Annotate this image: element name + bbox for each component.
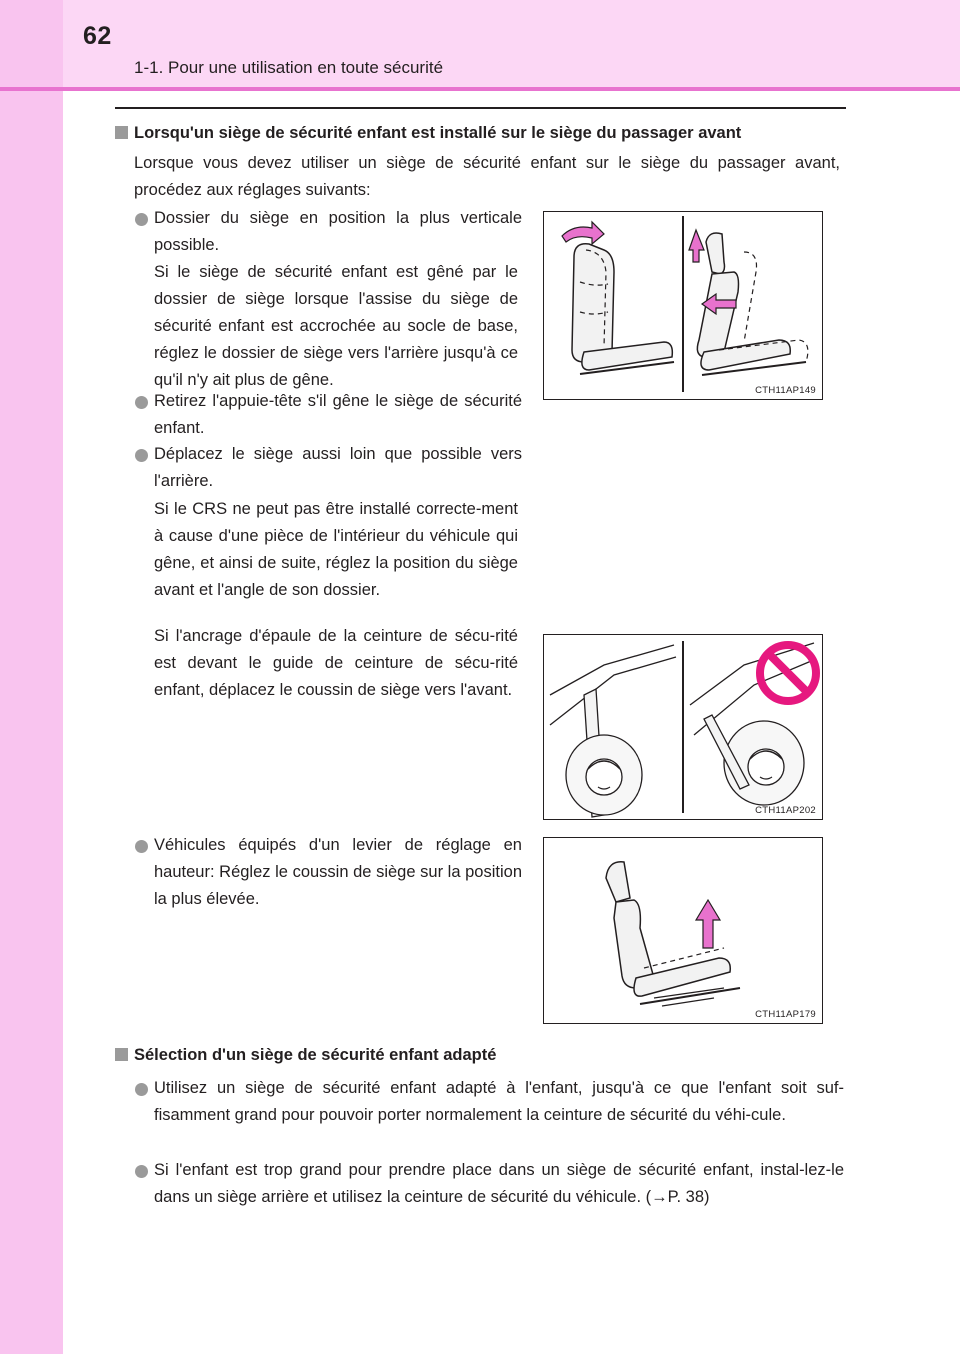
figure-shoulder-anchor	[543, 634, 823, 820]
item3-note2: Si l'ancrage d'épaule de la ceinture de sécu-rité est devant le guide de ceinture de sécu-rité enfant, déplacez le coussin de siège vers l'avant.	[154, 627, 518, 699]
item3-note: Si le CRS ne peut pas être installé correcte-ment à cause d'une pièce de l'intérieur du véhicule qui gêne, et ainsi de suite, réglez la position du siège avant et l'angle de son dossier.	[154, 500, 518, 599]
arrow-icon	[689, 230, 704, 262]
prohibition-icon	[760, 645, 816, 701]
seat-illustration	[544, 212, 822, 399]
square-bullet-icon	[115, 126, 128, 139]
section1-heading: Lorsqu'un siège de sécurité enfant est installé sur le siège du passager avant	[115, 124, 741, 143]
figure-seatback-upright	[543, 211, 823, 400]
figure-code: CTH11AP202	[755, 805, 816, 816]
side-tab-band	[0, 0, 63, 1354]
figure-code: CTH11AP179	[755, 1009, 816, 1020]
section-rule	[115, 107, 846, 109]
child-seat-illustration	[544, 635, 822, 819]
arrow-icon	[562, 222, 604, 244]
round-bullet-icon	[135, 1165, 148, 1178]
round-bullet-icon	[135, 1083, 148, 1096]
header-pink-rule	[0, 87, 960, 91]
seat-height-illustration	[544, 838, 822, 1023]
item1-text: Dossier du siège en position la plus verticale possible.	[154, 209, 522, 254]
item1-note: Si le siège de sécurité enfant est gêné par le dossier de siège lorsque l'assise du siège de sécurité enfant est accrochée au socle de base, réglez le dossier de siège vers l'arrière jusqu'à ce qu'il n'y ait plus de gêne.	[154, 263, 518, 389]
section2-item2: Si l'enfant est trop grand pour prendre place dans un siège de sécurité enfant, instal-lez-le dans un siège arrière et utilisez la ceinture de sécurité du véhicule. (→P. 38)	[154, 1161, 844, 1206]
item4-text: Véhicules équipés d'un levier de réglage en hauteur: Réglez le coussin de siège sur la position la plus élevée.	[154, 836, 522, 908]
round-bullet-icon	[135, 213, 148, 226]
section2-heading: Sélection d'un siège de sécurité enfant adapté	[115, 1046, 496, 1065]
round-bullet-icon	[135, 396, 148, 409]
round-bullet-icon	[135, 449, 148, 462]
item3-text: Déplacez le siège aussi loin que possible vers l'arrière.	[154, 445, 522, 490]
section1-intro: Lorsque vous devez utiliser un siège de sécurité enfant sur le siège du passager avant, procédez aux réglages suivants:	[134, 154, 840, 199]
chapter-title: 1-1. Pour une utilisation en toute sécurité	[134, 58, 444, 77]
arrow-icon	[696, 900, 720, 948]
page-number: 62	[83, 22, 112, 50]
figure-seat-height	[543, 837, 823, 1024]
figure-code: CTH11AP149	[755, 385, 816, 396]
round-bullet-icon	[135, 840, 148, 853]
section2-item1: Utilisez un siège de sécurité enfant adapté à l'enfant, jusqu'à ce que l'enfant soit suf-fisamment grand pour pouvoir porter normalement la ceinture de sécurité du véhi-cule.	[154, 1079, 844, 1124]
item2-text: Retirez l'appuie-tête s'il gêne le siège de sécurité enfant.	[154, 392, 522, 437]
square-bullet-icon	[115, 1048, 128, 1061]
